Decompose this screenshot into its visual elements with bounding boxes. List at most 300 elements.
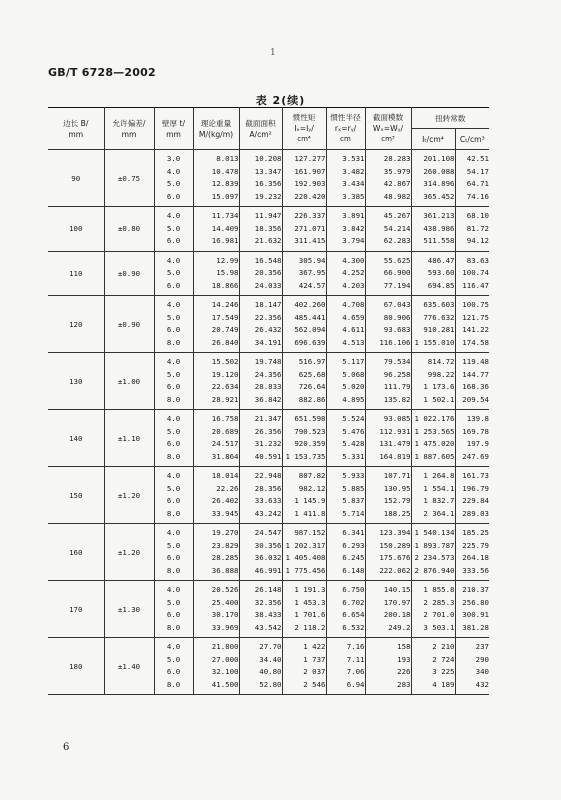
value-torsion-ct: 121.75 <box>462 312 489 322</box>
value-inertia: 1 775.456 <box>285 565 326 575</box>
value-weight: 31.864 <box>211 451 239 461</box>
value-torsion-it: 1 832.7 <box>423 496 455 505</box>
value-thickness: 5.0 <box>166 426 181 436</box>
cell-torsion-ct <box>455 524 489 581</box>
value-thickness: 4.0 <box>166 357 181 366</box>
cell-thickness <box>154 410 193 467</box>
header-tolerance: 允许偏差/ mm <box>104 108 154 150</box>
value-radius: 4.513 <box>342 337 365 347</box>
cell-weight <box>193 251 239 296</box>
value-area: 30.356 <box>254 540 282 550</box>
value-torsion-it: 1 540.134 <box>414 528 455 537</box>
value-torsion-ct: 100.75 <box>462 300 489 309</box>
value-thickness: 5.0 <box>166 312 181 322</box>
value-modulus: 200.18 <box>383 610 411 619</box>
cell-area <box>239 581 282 638</box>
value-area: 18.356 <box>254 223 282 233</box>
value-inertia: 625.68 <box>298 369 326 379</box>
value-area: 34.191 <box>254 337 282 347</box>
cell-inertia <box>282 410 326 467</box>
value-thickness: 4.0 <box>166 166 181 176</box>
cell-tolerance: ±1.20 <box>104 467 154 524</box>
value-thickness: 4.0 <box>166 211 181 220</box>
value-modulus: 131.479 <box>379 439 411 448</box>
value-radius: 3.482 <box>342 166 365 176</box>
cell-weight <box>193 353 239 410</box>
value-area: 16.356 <box>254 179 282 188</box>
value-thickness: 5.0 <box>166 654 181 664</box>
value-torsion-it: 1 855.8 <box>423 585 455 594</box>
value-modulus: 62.283 <box>383 236 411 245</box>
header-theoretical-weight: 理论重量 M/(kg/m) <box>193 108 239 150</box>
cell-radius <box>326 296 365 353</box>
value-modulus: 164.819 <box>379 451 411 461</box>
value-modulus: 35.979 <box>383 166 411 176</box>
value-radius: 5.885 <box>342 483 365 493</box>
value-radius: 5.428 <box>342 439 365 448</box>
cell-torsion-ct <box>455 467 489 524</box>
value-inertia: 982.12 <box>298 483 326 493</box>
page-number: 6 <box>63 742 70 753</box>
header-torsion-it: Iₜ/cm⁴ <box>411 129 455 150</box>
value-torsion-ct: 74.16 <box>466 191 489 201</box>
value-weight: 23.829 <box>211 540 239 550</box>
value-weight: 10.478 <box>211 166 239 176</box>
cell-thickness <box>154 467 193 524</box>
cell-torsion-ct <box>455 150 489 207</box>
value-area: 13.347 <box>254 166 282 176</box>
value-weight: 32.100 <box>211 667 239 676</box>
value-radius: 4.300 <box>342 255 365 265</box>
value-modulus: 283 <box>397 679 411 689</box>
table-row <box>48 296 489 353</box>
cell-side-length: 110 <box>48 251 104 296</box>
value-torsion-ct: 256.80 <box>462 597 489 607</box>
cell-area <box>239 467 282 524</box>
cell-side-length: 90 <box>48 150 104 207</box>
value-modulus: 175.676 <box>379 553 411 562</box>
cell-thickness <box>154 251 193 296</box>
value-torsion-ct: 197.9 <box>466 439 489 448</box>
value-torsion-ct: 161.73 <box>462 471 489 480</box>
value-inertia: 424.57 <box>298 280 326 290</box>
cell-side-length: 160 <box>48 524 104 581</box>
header-thickness: 壁厚 t/ mm <box>154 108 193 150</box>
cell-radius <box>326 581 365 638</box>
value-weight: 15.097 <box>211 191 239 201</box>
cell-radius <box>326 524 365 581</box>
value-torsion-it: 2 724 <box>432 654 455 664</box>
cell-thickness <box>154 296 193 353</box>
cell-area <box>239 638 282 695</box>
value-modulus: 112.931 <box>379 426 411 436</box>
value-thickness: 4.0 <box>166 471 181 480</box>
table-row <box>48 353 489 410</box>
value-inertia: 987.152 <box>294 528 326 537</box>
table-row <box>48 410 489 467</box>
value-radius: 6.293 <box>342 540 365 550</box>
value-modulus: 48.982 <box>383 191 411 201</box>
value-torsion-it: 3 503.1 <box>423 622 455 632</box>
cell-tolerance: ±1.00 <box>104 353 154 410</box>
value-modulus: 123.394 <box>379 528 411 537</box>
cell-radius <box>326 638 365 695</box>
value-inertia: 311.415 <box>294 236 326 245</box>
value-area: 34.40 <box>259 654 282 664</box>
value-torsion-it: 2 210 <box>432 642 455 651</box>
value-torsion-it: 511.558 <box>423 236 455 245</box>
value-modulus: 67.043 <box>383 300 411 309</box>
cell-torsion-it <box>411 207 455 252</box>
cell-modulus <box>365 296 411 353</box>
value-weight: 19.120 <box>211 369 239 379</box>
value-modulus: 55.625 <box>383 255 411 265</box>
value-thickness: 4.0 <box>166 414 181 423</box>
value-weight: 33.969 <box>211 622 239 632</box>
value-inertia: 562.094 <box>294 325 326 334</box>
table-row <box>48 638 489 695</box>
value-torsion-ct: 141.22 <box>462 325 489 334</box>
value-modulus: 42.867 <box>383 179 411 188</box>
value-thickness: 5.0 <box>166 179 181 188</box>
value-modulus: 93.683 <box>383 325 411 334</box>
value-torsion-ct: 168.36 <box>462 382 489 391</box>
cell-weight <box>193 524 239 581</box>
cell-thickness <box>154 353 193 410</box>
cell-tolerance: ±1.10 <box>104 410 154 467</box>
cell-torsion-it <box>411 467 455 524</box>
value-thickness: 6.0 <box>166 382 181 391</box>
cell-tolerance: ±0.75 <box>104 150 154 207</box>
value-inertia: 2 118.2 <box>294 622 326 632</box>
value-thickness: 6.0 <box>166 191 181 201</box>
value-thickness: 8.0 <box>166 508 181 518</box>
value-torsion-ct: 290 <box>475 654 489 664</box>
value-torsion-ct: 432 <box>475 679 489 689</box>
cell-thickness <box>154 581 193 638</box>
value-weight: 20.526 <box>211 585 239 594</box>
cell-area <box>239 524 282 581</box>
value-weight: 17.549 <box>211 312 239 322</box>
value-area: 24.547 <box>254 528 282 537</box>
value-torsion-it: 2 285.3 <box>423 597 455 607</box>
value-thickness: 4.0 <box>166 528 181 537</box>
value-inertia: 127.277 <box>294 154 326 163</box>
value-radius: 6.750 <box>342 585 365 594</box>
value-radius: 3.794 <box>342 236 365 245</box>
value-torsion-ct: 300.91 <box>462 610 489 619</box>
value-torsion-ct: 209.54 <box>462 394 489 404</box>
value-area: 24.033 <box>254 280 282 290</box>
value-weight: 19.270 <box>211 528 239 537</box>
value-inertia: 2 546 <box>303 679 326 689</box>
value-modulus: 66.900 <box>383 268 411 277</box>
value-torsion-it: 694.85 <box>427 280 455 290</box>
cell-inertia <box>282 296 326 353</box>
cell-radius <box>326 251 365 296</box>
value-area: 19.748 <box>254 357 282 366</box>
value-weight: 28.285 <box>211 553 239 562</box>
value-area: 36.032 <box>254 553 282 562</box>
value-area: 46.991 <box>254 565 282 575</box>
cell-torsion-it <box>411 581 455 638</box>
value-modulus: 77.194 <box>383 280 411 290</box>
cell-area <box>239 251 282 296</box>
cell-torsion-it <box>411 296 455 353</box>
cell-inertia <box>282 581 326 638</box>
value-weight: 20.689 <box>211 426 239 436</box>
cell-tolerance: ±1.40 <box>104 638 154 695</box>
table-row <box>48 467 489 524</box>
value-torsion-ct: 169.78 <box>462 426 489 436</box>
value-inertia: 1 191.3 <box>294 585 326 594</box>
value-modulus: 54.214 <box>383 223 411 233</box>
value-thickness: 8.0 <box>166 622 181 632</box>
cell-torsion-ct <box>455 638 489 695</box>
value-inertia: 920.359 <box>294 439 326 448</box>
cell-torsion-it <box>411 353 455 410</box>
cell-radius <box>326 467 365 524</box>
value-radius: 5.837 <box>342 496 365 505</box>
cell-side-length: 130 <box>48 353 104 410</box>
value-torsion-it: 2 701.0 <box>423 610 455 619</box>
value-inertia: 485.441 <box>294 312 326 322</box>
header-side-length: 边长 B/ mm <box>48 108 104 150</box>
table-title: 表 2(续) <box>255 94 306 107</box>
cell-area <box>239 207 282 252</box>
header-moment-inertia: 惯性矩 Iₓ=Iᵧ/ cm⁴ <box>282 108 326 150</box>
value-modulus: 152.79 <box>383 496 411 505</box>
value-modulus: 111.79 <box>383 382 411 391</box>
value-radius: 5.068 <box>342 369 365 379</box>
value-thickness: 6.0 <box>166 280 181 290</box>
value-radius: 5.476 <box>342 426 365 436</box>
value-weight: 27.000 <box>211 654 239 664</box>
cell-weight <box>193 467 239 524</box>
value-thickness: 5.0 <box>166 597 181 607</box>
value-inertia: 1 411.8 <box>294 508 326 518</box>
value-torsion-it: 1 022.176 <box>414 414 455 423</box>
value-torsion-ct: 100.74 <box>462 268 489 277</box>
value-inertia: 1 701.6 <box>294 610 326 619</box>
value-modulus: 107.71 <box>383 471 411 480</box>
value-torsion-it: 486.47 <box>427 255 455 265</box>
value-radius: 3.385 <box>342 191 365 201</box>
value-thickness: 4.0 <box>166 585 181 594</box>
value-modulus: 222.062 <box>379 565 411 575</box>
value-torsion-it: 635.603 <box>423 300 455 309</box>
cell-inertia <box>282 150 326 207</box>
cell-torsion-ct <box>455 207 489 252</box>
value-inertia: 516.97 <box>298 357 326 366</box>
cell-inertia <box>282 638 326 695</box>
table-row <box>48 251 489 296</box>
value-area: 26.356 <box>254 426 282 436</box>
value-modulus: 28.283 <box>383 154 411 163</box>
value-weight: 28.921 <box>211 394 239 404</box>
cell-inertia <box>282 207 326 252</box>
value-modulus: 150.289 <box>379 540 411 550</box>
value-weight: 22.26 <box>216 483 239 493</box>
value-torsion-ct: 81.72 <box>466 223 489 233</box>
cell-torsion-ct <box>455 353 489 410</box>
value-weight: 12.99 <box>216 255 239 265</box>
value-thickness: 6.0 <box>166 439 181 448</box>
value-modulus: 193 <box>397 654 411 664</box>
value-radius: 4.708 <box>342 300 365 309</box>
value-torsion-it: 1 253.565 <box>414 426 455 436</box>
value-thickness: 5.0 <box>166 268 181 277</box>
value-thickness: 6.0 <box>166 325 181 334</box>
value-radius: 6.341 <box>342 528 365 537</box>
value-thickness: 6.0 <box>166 610 181 619</box>
value-weight: 14.246 <box>211 300 239 309</box>
value-area: 33.633 <box>254 496 282 505</box>
value-inertia: 271.071 <box>294 223 326 233</box>
cell-tolerance: ±1.30 <box>104 581 154 638</box>
value-area: 31.232 <box>254 439 282 448</box>
value-weight: 21.800 <box>211 642 239 651</box>
value-torsion-it: 1 893.787 <box>414 540 455 550</box>
cell-tolerance: ±0.90 <box>104 251 154 296</box>
value-inertia: 305.94 <box>298 255 326 265</box>
value-weight: 26.402 <box>211 496 239 505</box>
value-weight: 22.634 <box>211 382 239 391</box>
table-row <box>48 581 489 638</box>
value-torsion-ct: 68.10 <box>466 211 489 220</box>
page-mark: 1 <box>270 48 276 58</box>
value-area: 43.542 <box>254 622 282 632</box>
value-weight: 24.517 <box>211 439 239 448</box>
value-thickness: 6.0 <box>166 553 181 562</box>
cell-weight <box>193 207 239 252</box>
value-torsion-it: 1 554.1 <box>423 483 455 493</box>
value-thickness: 4.0 <box>166 300 181 309</box>
value-area: 19.232 <box>254 191 282 201</box>
cell-torsion-ct <box>455 251 489 296</box>
value-area: 43.242 <box>254 508 282 518</box>
cell-area <box>239 296 282 353</box>
value-radius: 7.16 <box>346 642 365 651</box>
header-torsion-ct: Cₜ/cm³ <box>455 129 489 150</box>
value-torsion-ct: 116.47 <box>462 280 489 290</box>
value-area: 24.356 <box>254 369 282 379</box>
value-weight: 14.409 <box>211 223 239 233</box>
value-radius: 4.203 <box>342 280 365 290</box>
cell-torsion-it <box>411 150 455 207</box>
value-radius: 5.331 <box>342 451 365 461</box>
value-thickness: 8.0 <box>166 565 181 575</box>
value-inertia: 1 422 <box>303 642 326 651</box>
value-radius: 7.06 <box>346 667 365 676</box>
header-section-area: 截面面积 A/cm² <box>239 108 282 150</box>
value-torsion-it: 2 876.940 <box>414 565 455 575</box>
value-inertia: 2 037 <box>303 667 326 676</box>
value-area: 26.432 <box>254 325 282 334</box>
value-torsion-it: 4 189 <box>432 679 455 689</box>
value-modulus: 79.534 <box>383 357 411 366</box>
value-modulus: 188.25 <box>383 508 411 518</box>
value-inertia: 726.64 <box>298 382 326 391</box>
cell-inertia <box>282 467 326 524</box>
value-area: 26.148 <box>254 585 282 594</box>
value-area: 32.356 <box>254 597 282 607</box>
value-torsion-it: 438.986 <box>423 223 455 233</box>
cell-thickness <box>154 524 193 581</box>
value-area: 40.591 <box>254 451 282 461</box>
cell-thickness <box>154 638 193 695</box>
value-torsion-it: 2 234.573 <box>414 553 455 562</box>
value-torsion-ct: 83.63 <box>466 255 489 265</box>
cell-weight <box>193 410 239 467</box>
value-area: 27.70 <box>259 642 282 651</box>
value-area: 36.842 <box>254 394 282 404</box>
cell-modulus <box>365 467 411 524</box>
value-radius: 4.895 <box>342 394 365 404</box>
header-torsion: 扭转常数 <box>411 108 489 129</box>
cell-radius <box>326 150 365 207</box>
value-thickness: 5.0 <box>166 223 181 233</box>
value-modulus: 249.2 <box>388 622 411 632</box>
value-inertia: 1 202.317 <box>285 540 326 550</box>
value-torsion-it: 1 475.020 <box>414 439 455 448</box>
value-torsion-ct: 139.8 <box>466 414 489 423</box>
cell-torsion-it <box>411 251 455 296</box>
value-radius: 4.659 <box>342 312 365 322</box>
value-weight: 11.734 <box>211 211 239 220</box>
cell-side-length: 120 <box>48 296 104 353</box>
value-thickness: 5.0 <box>166 483 181 493</box>
value-torsion-ct: 210.37 <box>462 585 489 594</box>
value-radius: 5.020 <box>342 382 365 391</box>
value-inertia: 651.598 <box>294 414 326 423</box>
cell-weight <box>193 150 239 207</box>
value-weight: 15.98 <box>216 268 239 277</box>
value-modulus: 158 <box>397 642 411 651</box>
value-radius: 5.524 <box>342 414 365 423</box>
cell-torsion-ct <box>455 581 489 638</box>
standard-code: GB/T 6728—2002 <box>48 66 156 79</box>
cell-inertia <box>282 353 326 410</box>
value-torsion-ct: 225.79 <box>462 540 489 550</box>
value-radius: 3.531 <box>342 154 365 163</box>
value-torsion-it: 814.72 <box>427 357 455 366</box>
value-torsion-it: 776.632 <box>423 312 455 322</box>
value-radius: 6.654 <box>342 610 365 619</box>
value-inertia: 192.903 <box>294 179 326 188</box>
value-torsion-it: 1 155.010 <box>414 337 455 347</box>
value-radius: 5.714 <box>342 508 365 518</box>
value-torsion-it: 1 264.8 <box>423 471 455 480</box>
table-row <box>48 207 489 252</box>
value-area: 22.356 <box>254 312 282 322</box>
value-weight: 26.840 <box>211 337 239 347</box>
value-weight: 25.400 <box>211 597 239 607</box>
value-torsion-ct: 174.58 <box>462 337 489 347</box>
value-modulus: 130.95 <box>383 483 411 493</box>
value-modulus: 140.15 <box>383 585 411 594</box>
header-radius-gyration: 惯性半径 rₓ=rᵧ/ cm <box>326 108 365 150</box>
value-weight: 41.500 <box>211 679 239 689</box>
cell-radius <box>326 207 365 252</box>
value-radius: 5.933 <box>342 471 365 480</box>
value-radius: 5.117 <box>342 357 365 366</box>
value-torsion-it: 1 173.6 <box>423 382 455 391</box>
value-inertia: 161.907 <box>294 166 326 176</box>
cell-modulus <box>365 150 411 207</box>
value-thickness: 5.0 <box>166 540 181 550</box>
value-modulus: 93.085 <box>383 414 411 423</box>
